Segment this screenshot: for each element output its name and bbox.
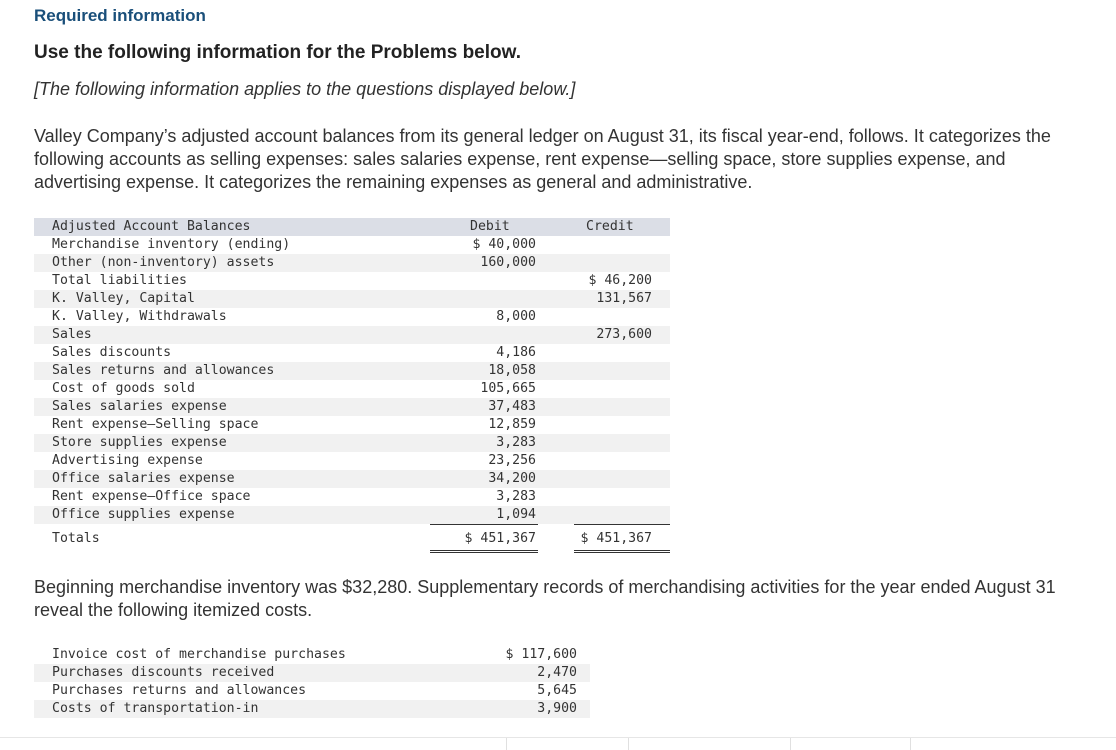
debit-value: 18,058 <box>488 363 536 378</box>
account-name: Other (non-inventory) assets <box>52 255 275 270</box>
debit-value: 12,859 <box>488 417 536 432</box>
bottom-tick <box>628 738 629 750</box>
purchase-label: Purchases discounts received <box>52 665 275 680</box>
account-name: Sales discounts <box>52 345 172 360</box>
col-account-header: Adjusted Account Balances <box>52 219 251 234</box>
table-row <box>34 308 670 326</box>
total-credit: $ 451,367 <box>580 531 652 546</box>
debit-value: 1,094 <box>496 507 536 522</box>
debit-value: 8,000 <box>496 309 536 324</box>
account-name: K. Valley, Capital <box>52 291 195 306</box>
table-row <box>34 398 670 416</box>
table-row <box>34 664 590 682</box>
required-information-heading: Required information <box>34 6 206 25</box>
account-name: Rent expense—Office space <box>52 489 251 504</box>
totals-label: Totals <box>52 531 100 546</box>
intro-paragraph: Valley Company’s adjusted account balances from its general ledger on August 31, its fiscal year-end, follows. It categorizes the following accounts as selling expenses: sales salaries expense, rent expense—selling space, store supplies expense, and advertising expense. It categorizes the remaining expenses as general and administrative. <box>34 126 1051 192</box>
credit-value: 273,600 <box>596 327 652 342</box>
table-row <box>34 344 670 362</box>
table-row <box>34 488 670 506</box>
account-name: Rent expense—Selling space <box>52 417 259 432</box>
table-row <box>34 506 670 524</box>
debit-value: $ 40,000 <box>472 237 536 252</box>
purchase-label: Purchases returns and allowances <box>52 683 307 698</box>
purchase-amount: 2,470 <box>537 665 577 680</box>
table-row <box>34 470 670 488</box>
debit-double-rule-bottom <box>430 552 538 553</box>
credit-double-rule-top <box>574 550 670 551</box>
credit-value: 131,567 <box>596 291 652 306</box>
account-name: Advertising expense <box>52 453 203 468</box>
account-name: Merchandise inventory (ending) <box>52 237 291 252</box>
table-row <box>34 272 670 290</box>
table-row <box>34 380 670 398</box>
account-name: Sales <box>52 327 92 342</box>
purchase-label: Costs of transportation-in <box>52 701 259 716</box>
debit-value: 3,283 <box>496 435 536 450</box>
bottom-tick <box>506 738 507 750</box>
table-row <box>34 236 670 254</box>
debit-value: 23,256 <box>488 453 536 468</box>
table-row <box>34 326 670 344</box>
ledger-header-row <box>34 218 670 236</box>
table-row <box>34 254 670 272</box>
table-row <box>34 416 670 434</box>
purchase-amount: $ 117,600 <box>505 647 577 662</box>
table-row <box>34 700 590 718</box>
account-name: Office salaries expense <box>52 471 235 486</box>
table-row <box>34 434 670 452</box>
account-name: K. Valley, Withdrawals <box>52 309 227 324</box>
table-row <box>34 362 670 380</box>
purchase-amount: 5,645 <box>537 683 577 698</box>
credit-value: $ 46,200 <box>588 273 652 288</box>
account-name: Store supplies expense <box>52 435 227 450</box>
col-credit-header: Credit <box>586 219 634 234</box>
debit-double-rule-top <box>430 550 538 551</box>
bottom-tick <box>790 738 791 750</box>
purchase-label: Invoice cost of merchandise purchases <box>52 647 346 662</box>
debit-value: 3,283 <box>496 489 536 504</box>
account-name: Office supplies expense <box>52 507 235 522</box>
bottom-divider <box>0 737 1116 738</box>
table-row <box>34 452 670 470</box>
debit-value: 105,665 <box>480 381 536 396</box>
total-debit: $ 451,367 <box>464 531 536 546</box>
debit-value: 34,200 <box>488 471 536 486</box>
bottom-tick <box>910 738 911 750</box>
problems-heading: Use the following information for the Problems below. <box>34 42 521 63</box>
col-debit-header: Debit <box>470 219 510 234</box>
purchase-amount: 3,900 <box>537 701 577 716</box>
applies-note: [The following information applies to the questions displayed below.] <box>34 79 576 99</box>
table-row <box>34 682 590 700</box>
debit-value: 37,483 <box>488 399 536 414</box>
table-row <box>34 290 670 308</box>
debit-sum-rule <box>430 524 538 525</box>
debit-value: 160,000 <box>480 255 536 270</box>
account-name: Total liabilities <box>52 273 187 288</box>
table-row <box>34 646 590 664</box>
debit-value: 4,186 <box>496 345 536 360</box>
account-name: Sales returns and allowances <box>52 363 275 378</box>
credit-sum-rule <box>574 524 670 525</box>
totals-row <box>34 530 670 548</box>
beginning-inventory-paragraph: Beginning merchandise inventory was $32,280. Supplementary records of merchandising activities for the year ended August 31 reveal the following itemized costs. <box>34 577 1056 620</box>
account-name: Cost of goods sold <box>52 381 195 396</box>
account-name: Sales salaries expense <box>52 399 227 414</box>
credit-double-rule-bottom <box>574 552 670 553</box>
